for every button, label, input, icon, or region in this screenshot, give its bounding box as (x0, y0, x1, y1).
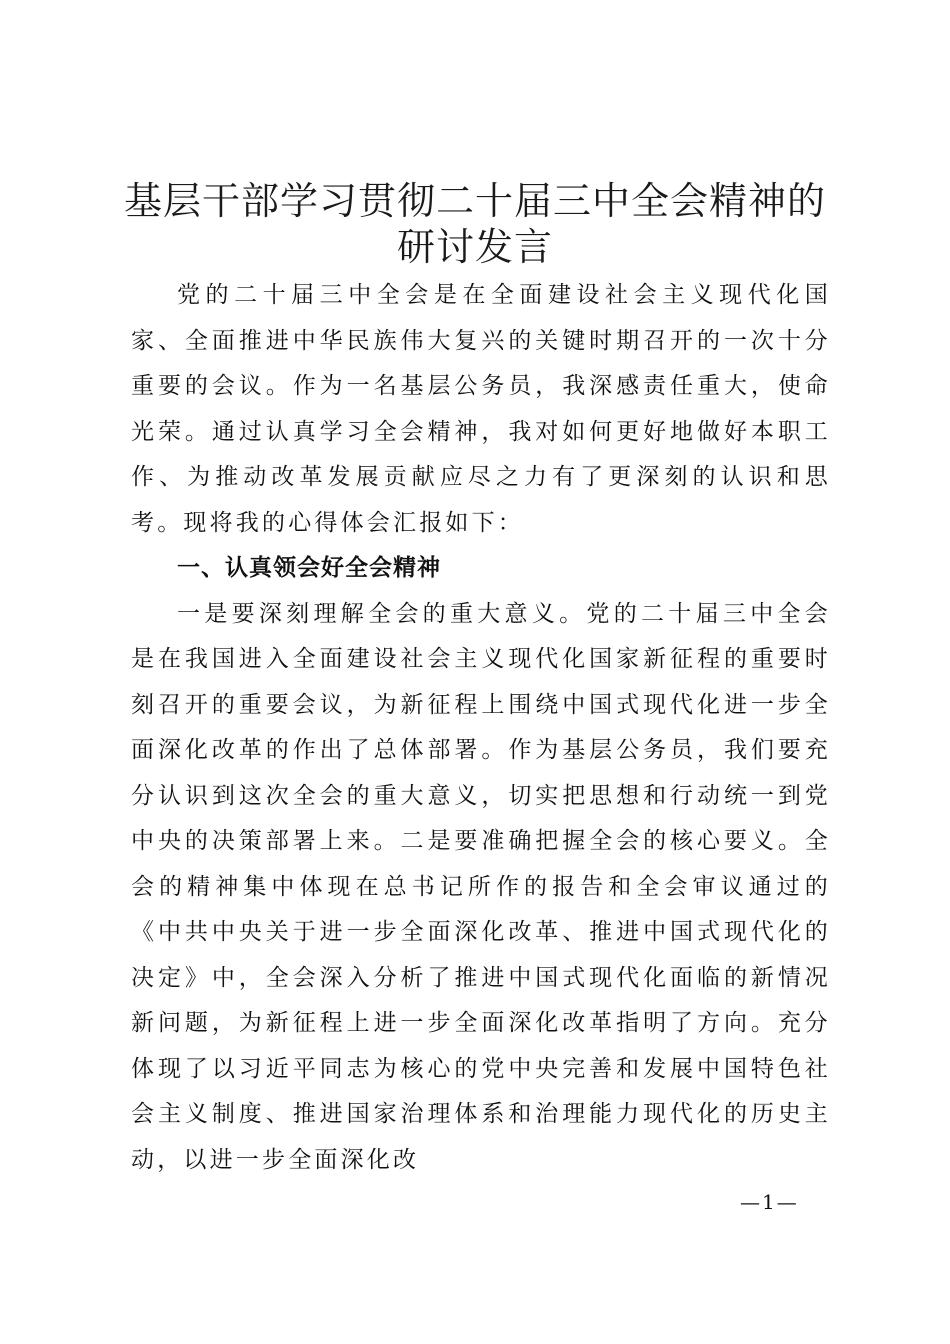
body-paragraph: 一是要深刻理解全会的重大意义。党的二十届三中全会是在我国进入全面建设社会主义现代化国家新征程的重要时刻召开的重要会议，为新征程上围绕中国式现代化进一步全面深化改革的作出了总体部署。作为基层公务员，我们要充分认识到这次全会的重大意义，切实把思想和行动统一到党中央的决策部署上来。二是要准确把握全会的核心要义。全会的精神集中体现在总书记所作的报告和全会审议通过的《中共中央关于进一步全面深化改革、推进中国式现代化的决定》中，全会深入分析了推进中国式现代化面临的新情况新问题，为新征程上进一步全面深化改革指明了方向。充分体现了以习近平同志为核心的党中央完善和发展中国特色社会主义制度、推进国家治理体系和治理能力现代化的历史主动，以进一步全面深化改 (131, 600, 831, 1173)
page-number: —1— (740, 1190, 799, 1214)
document-title: 基层干部学习贯彻二十届三中全会精神的研讨发言 (123, 179, 826, 269)
intro-paragraph: 党的二十届三中全会是在全面建设社会主义现代化国家、全面推进中华民族伟大复兴的关键时期召开的一次十分重要的会议。作为一名基层公务员，我深感责任重大，使命光荣。通过认真学习全会精神，我对如何更好地做好本职工作、为推动改革发展贡献应尽之力有了更深刻的认识和思考。现将我的心得体会汇报如下： (131, 282, 831, 536)
section-heading: 一、认真领会好全会精神 (177, 555, 441, 581)
document-body (131, 273, 831, 1183)
